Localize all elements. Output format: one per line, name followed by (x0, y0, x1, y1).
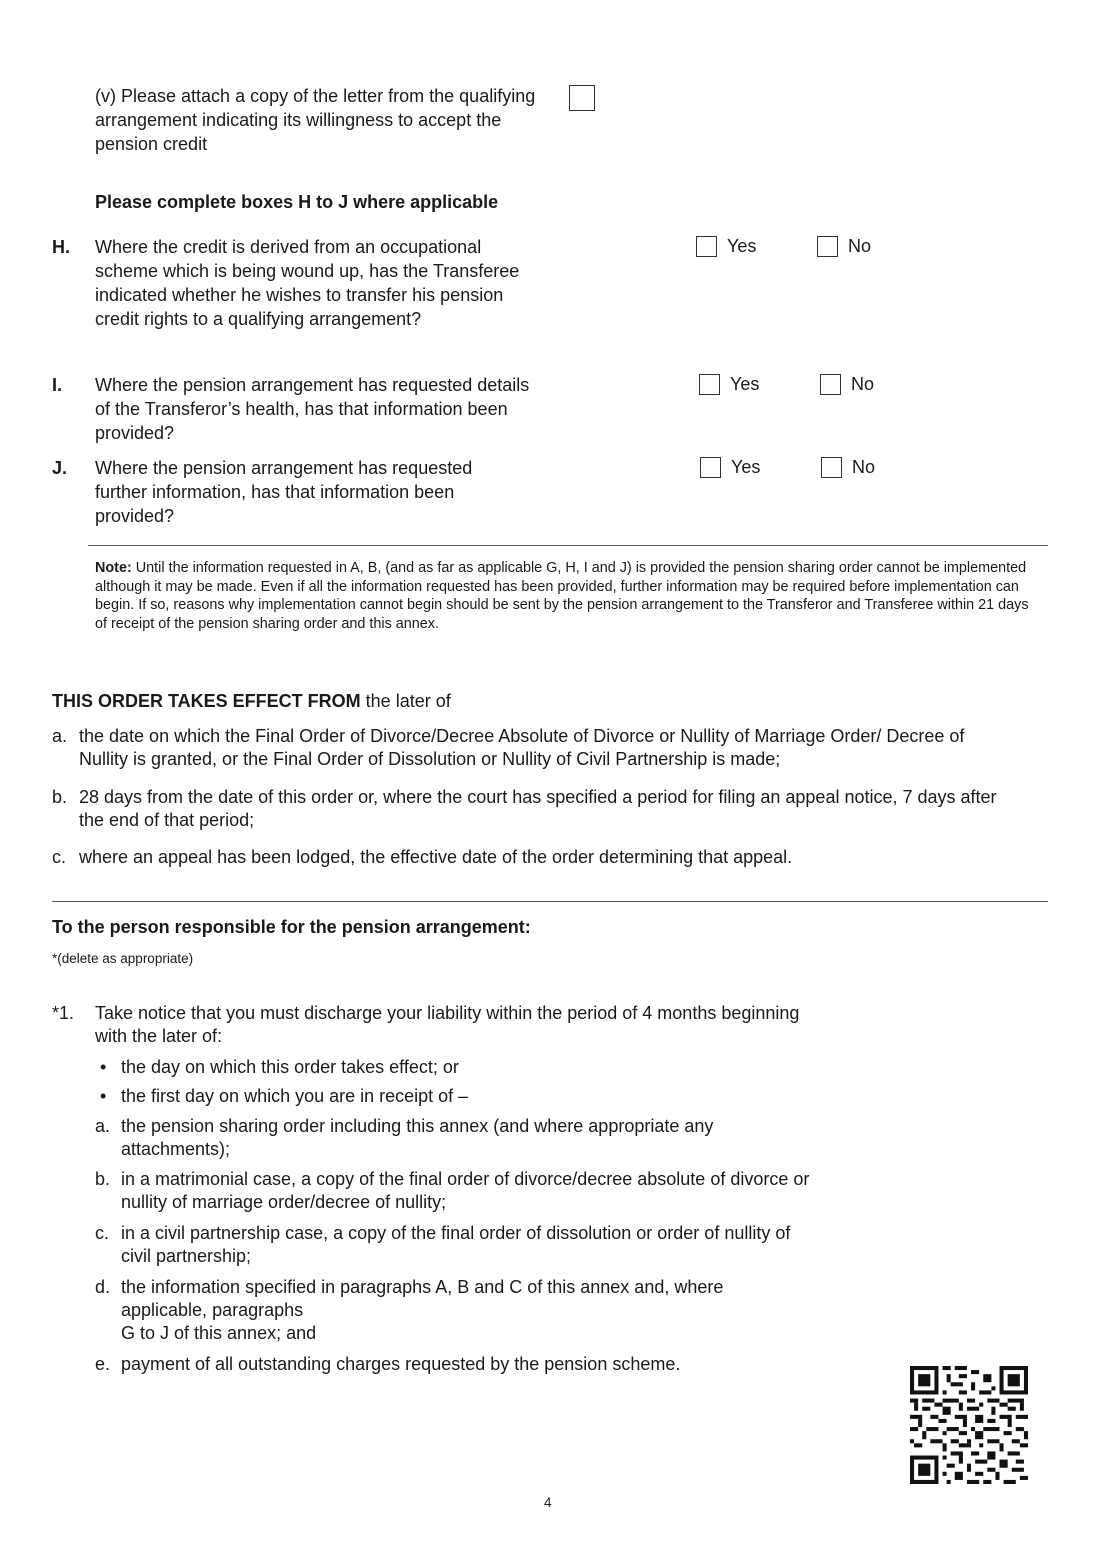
subitem-b-marker: b. (95, 1169, 111, 1189)
subitem-a-text: the pension sharing order including this annex (and where appropriate any attachments); (121, 1116, 714, 1159)
effect-item-b-text: 28 days from the date of this order or, where the court has specified a period for filing an appeal notice, 7 days after the end of that period; (79, 787, 997, 830)
effect-heading-bold: THIS ORDER TAKES EFFECT FROM (52, 691, 361, 711)
effect-item-c-marker: c. (52, 847, 67, 867)
bullet-1 (100, 1056, 106, 1079)
item-v-checkbox[interactable] (569, 85, 595, 111)
effect-item-b-marker: b. (52, 787, 68, 807)
note-paragraph (95, 559, 1035, 633)
subitem-d-text (121, 1276, 821, 1345)
question-i-yes-checkbox[interactable] (699, 374, 720, 395)
question-j-yes-option[interactable] (700, 456, 760, 478)
effect-item-a-marker: a. (52, 726, 68, 746)
question-j-text: Where the pension arrangement has requested further information, has that information been provided? (95, 458, 473, 526)
question-h-letter: H. (52, 237, 70, 257)
boxes-heading: Please complete boxes H to J where applicable (95, 192, 499, 212)
question-i-yes-label: Yes (730, 374, 760, 394)
question-i-yes-option[interactable] (699, 373, 759, 395)
question-h-no-checkbox[interactable] (817, 236, 838, 257)
bullet-1-dot: • (100, 1057, 107, 1077)
question-j-yes-label: Yes (731, 457, 761, 477)
note-text: Until the information requested in A, B, (and as far as applicable G, H, I and J) is provided the pension sharing order cannot be implemented although it may be made. Even if all the information requested has been provided, further information may be required before implementation can begin. If so, reasons why implementation cannot begin should be sent by the pension arrangement to the Transferor and Transferee within 21 days of receipt of the pension sharing order and this annex. (95, 560, 1029, 632)
effect-item-c-text: where an appeal has been lodged, the effective date of the order determining that appeal. (79, 847, 793, 867)
responsible-hint: *(delete as appropriate) (52, 951, 194, 966)
question-j-no-label: No (852, 457, 876, 477)
subitem-d-line-3: G to J of this annex; and (121, 1323, 317, 1343)
bullet-2-text: the first day on which you are in receipt of – (121, 1086, 469, 1106)
effect-heading-rest: the later of (360, 691, 451, 711)
bullet-1-text: the day on which this order takes effect; or (121, 1057, 459, 1077)
question-i-no-option[interactable] (820, 373, 874, 395)
bullet-2-dot: • (100, 1086, 107, 1106)
section-divider (52, 901, 1048, 902)
question-h-text: Where the credit is derived from an occupational scheme which is being wound up, has the Transferee indicated whether he wishes to transfer his pension credit rights to a qualifying arrangement? (95, 237, 520, 329)
subitem-c-marker: c. (95, 1223, 110, 1243)
page-number: 4 (544, 1495, 552, 1510)
subitem-d-marker: d. (95, 1277, 111, 1297)
question-h-yes-option[interactable] (696, 235, 756, 257)
question-i-no-label: No (851, 374, 875, 394)
question-j-yes-checkbox[interactable] (700, 457, 721, 478)
question-i-text: Where the pension arrangement has requested details of the Transferor’s health, has that information been provided? (95, 375, 530, 443)
note-divider (88, 545, 1048, 546)
subitem-a-marker: a. (95, 1116, 111, 1136)
subitem-c-text: in a civil partnership case, a copy of the final order of dissolution or order of nullity of civil partnership; (121, 1223, 791, 1266)
effect-heading (52, 689, 451, 713)
bullet-2 (100, 1085, 106, 1108)
question-h-yes-label: Yes (727, 236, 757, 256)
question-i-letter: I. (52, 375, 63, 395)
subitem-e-marker: e. (95, 1354, 111, 1374)
subitem-d-line-2: applicable, paragraphs (121, 1300, 304, 1320)
qr-code-icon (910, 1366, 1028, 1484)
note-label: Note: (95, 560, 132, 576)
responsible-heading: To the person responsible for the pension arrangement: (52, 917, 531, 937)
question-h-no-label: No (848, 236, 872, 256)
question-j-no-option[interactable] (821, 456, 875, 478)
subitem-e-text: payment of all outstanding charges requested by the pension scheme. (121, 1354, 681, 1374)
subitem-b-text: in a matrimonial case, a copy of the final order of divorce/decree absolute of divorce or nullity of marriage order/decree of nullity; (121, 1169, 810, 1212)
question-j-letter: J. (52, 458, 68, 478)
item-v-text: (v) Please attach a copy of the letter from the qualifying arrangement indicating its willingness to accept the pension credit (95, 86, 536, 154)
effect-item-a-text: the date on which the Final Order of Divorce/Decree Absolute of Divorce or Nullity of Marriage Order/ Decree of Nullity is granted, or the Final Order of Dissolution or Nullity of Civil Partnership is made; (79, 726, 965, 769)
question-h-no-option[interactable] (817, 235, 871, 257)
question-h-yes-checkbox[interactable] (696, 236, 717, 257)
responsible-item-text: Take notice that you must discharge your liability within the period of 4 months beginning with the later of: (95, 1003, 800, 1046)
responsible-item-marker: *1. (52, 1003, 75, 1023)
subitem-d-line-1: the information specified in paragraphs A, B and C of this annex and, where (121, 1277, 724, 1297)
question-j-no-checkbox[interactable] (821, 457, 842, 478)
question-i-no-checkbox[interactable] (820, 374, 841, 395)
